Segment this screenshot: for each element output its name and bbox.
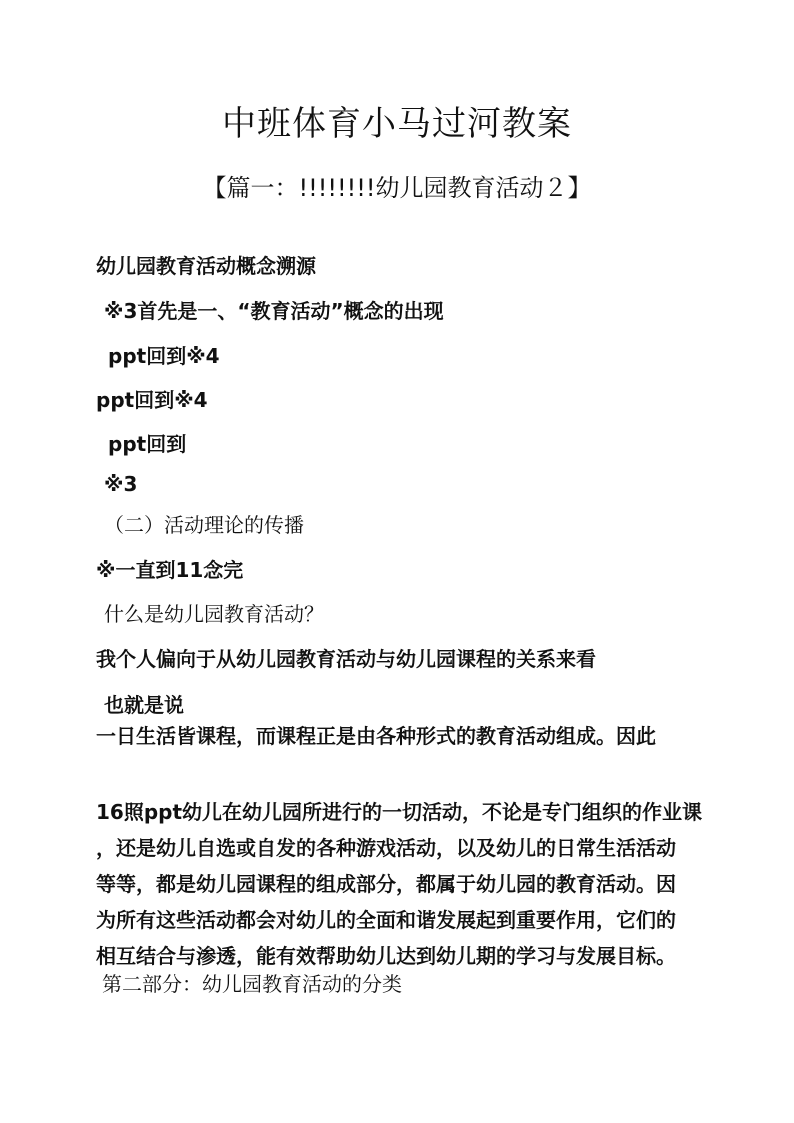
text-line: ※3 — [104, 472, 138, 496]
text-line: 一日生活皆课程，而课程正是由各种形式的教育活动组成。因此 — [96, 724, 656, 748]
document-subtitle: 【篇一：!!!!!!!!幼儿园教育活动２】 — [202, 174, 592, 202]
text-line: 我个人偏向于从幼儿园教育活动与幼儿园课程的关系来看 — [96, 647, 596, 671]
text-line: ppt回到※4 — [96, 388, 208, 412]
text-line: （二）活动理论的传播 — [104, 513, 304, 537]
document-title: 中班体育小马过河教案 — [222, 104, 572, 144]
section-heading: 幼儿园教育活动概念溯源 — [96, 254, 316, 278]
paragraph-line: 16照ppt幼儿在幼儿园所进行的一切活动，不论是专门组织的作业课 — [96, 800, 703, 824]
text-line: 什么是幼儿园教育活动？ — [104, 602, 324, 626]
text-line: ppt回到 — [108, 432, 187, 456]
body-paragraph — [96, 794, 716, 974]
text-line: ※一直到11念完 — [96, 558, 244, 582]
section-title: 第二部分：幼儿园教育活动的分类 — [102, 972, 402, 996]
text-line: ppt回到※4 — [108, 344, 220, 368]
paragraph-line: 相互结合与渗透，能有效帮助幼儿达到幼儿期的学习与发展目标。 — [96, 944, 676, 968]
paragraph-line: ，还是幼儿自选或自发的各种游戏活动，以及幼儿的日常生活活动 — [96, 836, 676, 860]
text-line: 也就是说 — [104, 693, 184, 717]
paragraph-line: 为所有这些活动都会对幼儿的全面和谐发展起到重要作用，它们的 — [96, 908, 676, 932]
paragraph-line: 等等，都是幼儿园课程的组成部分，都属于幼儿园的教育活动。因 — [96, 872, 676, 896]
text-line: ※3首先是一、“教育活动”概念的出现 — [104, 299, 444, 323]
